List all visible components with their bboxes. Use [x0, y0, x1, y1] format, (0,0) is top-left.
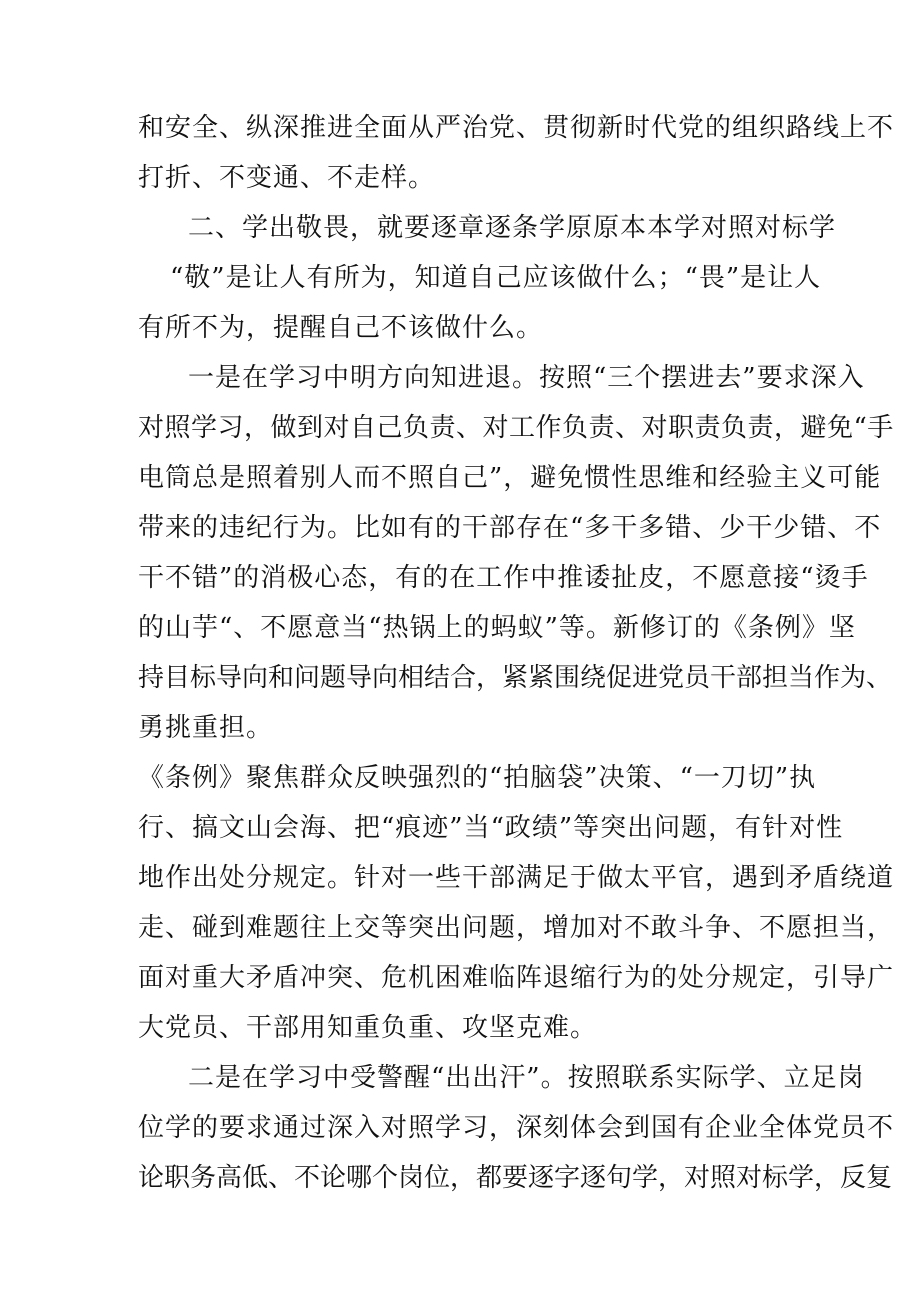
text-line: 持目标导向和问题导向相结合，紧紧围绕促进党员干部担当作为、: [138, 663, 893, 693]
text-line: 大党员、干部用知重负重、攻坚克难。: [138, 1013, 598, 1043]
text-line: 位学的要求通过深入对照学习，深刻体会到国有企业全体党员不: [138, 1113, 895, 1143]
text-line: 面对重大矛盾冲突、危机困难临阵退缩行为的处分规定，引导广: [138, 963, 895, 993]
text-line: 和安全、纵深推进全面从严治党、贯彻新时代党的组织路线上不: [138, 113, 895, 143]
text-line: 二是在学习中受警醒“出出汗”。按照联系实际学、立足岗: [188, 1063, 865, 1093]
text-line: 对照学习，做到对自己负责、对工作负责、对职责负责，避免“手: [138, 413, 894, 443]
text-line: 的山芋“、不愿意当“热锅上的蚂蚁”等。新修订的《条例》坚: [138, 613, 856, 643]
text-line: “敬”是让人有所为，知道自己应该做什么；“畏”是让人: [170, 263, 822, 293]
text-line: 《条例》聚焦群众反映强烈的“拍脑袋”决策、“一刀切”执: [138, 763, 817, 793]
text-line: 走、碰到难题往上交等突出问题，增加对不敢斗争、不愿担当，: [138, 913, 895, 943]
text-line: 干不错”的消极心态，有的在工作中推诿扯皮，不愿意接“烫手: [138, 563, 869, 593]
text-line: 带来的违纪行为。比如有的干部存在“多干多错、少干少错、不: [138, 513, 882, 543]
text-line: 行、搞文山会海、把“痕迹”当“政绩”等突出问题，有针对性: [138, 813, 844, 843]
text-line: 打折、不变通、不走样。: [138, 163, 436, 193]
text-line: 一是在学习中明方向知进退。按照“三个摆进去”要求深入: [188, 363, 865, 393]
section-heading: 二、学出敬畏，就要逐章逐条学原原本本学对照对标学: [188, 213, 837, 243]
text-line: 地作出处分规定。针对一些干部满足于做太平官，遇到矛盾绕道: [138, 863, 895, 893]
text-line: 勇挑重担。: [138, 713, 274, 743]
text-line: 论职务高低、不论哪个岗位，都要逐字逐句学，对照对标学，反复: [138, 1163, 893, 1193]
text-line: 有所不为，提醒自己不该做什么。: [138, 313, 544, 343]
text-line: 电筒总是照着别人而不照自己”，避免惯性思维和经验主义可能: [138, 463, 882, 493]
